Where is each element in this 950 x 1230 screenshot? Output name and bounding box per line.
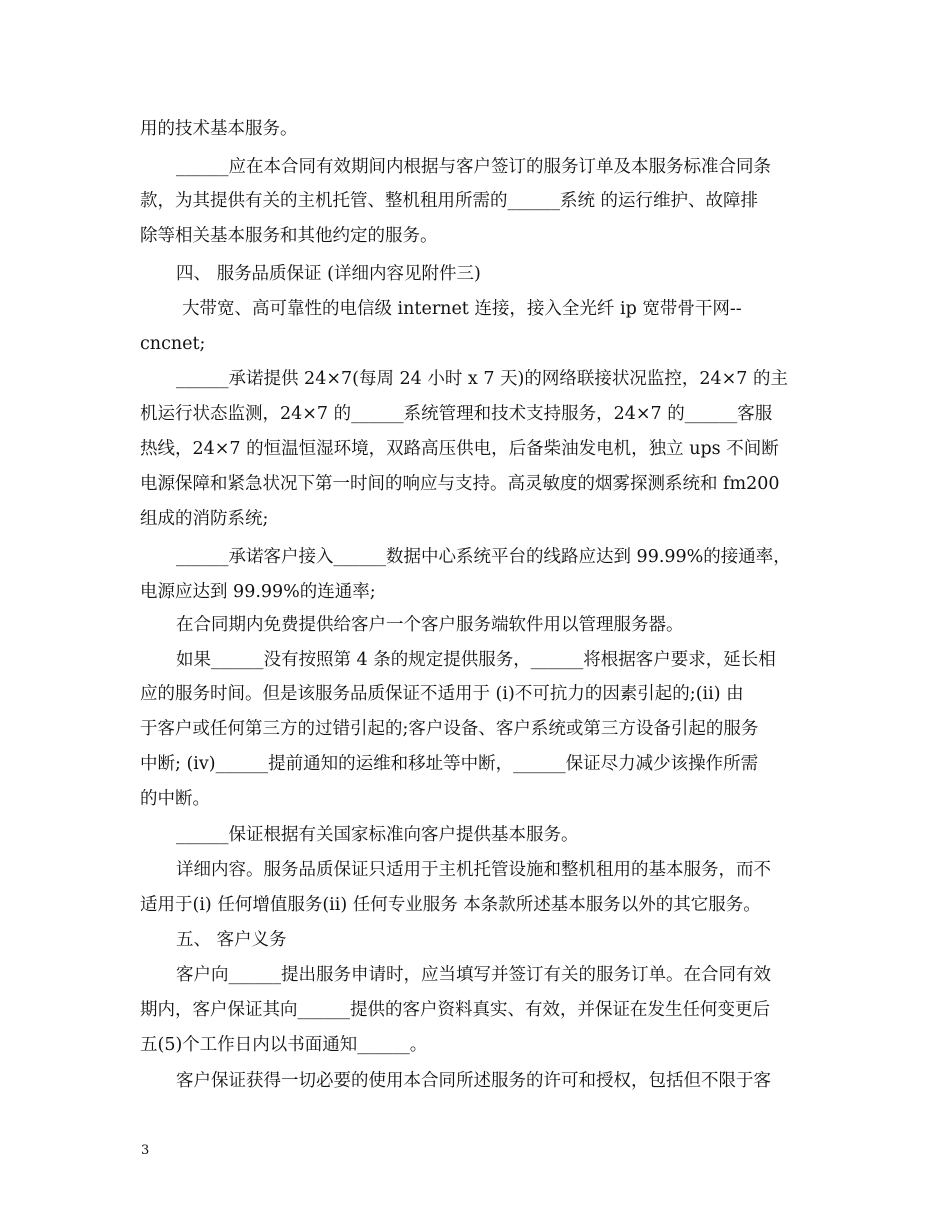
- text-line: 客户向______提出服务申请时，应当填写并签订有关的服务订单。在合同有效: [176, 965, 771, 985]
- text-line: ______保证根据有关国家标准向客户提供基本服务。: [176, 825, 579, 845]
- text-line: ______承诺提供 24×7(每周 24 小时 x 7 天)的网络联接状况监控，24×7 的主: [176, 369, 788, 389]
- text-line: 的中断。: [140, 789, 210, 809]
- text-line: ______应在本合同有效期间内根据与客户签订的服务订单及本服务标准合同条: [176, 157, 771, 177]
- text-line: ______承诺客户接入______数据中心系统平台的线路应达到 99.99%的接通率，: [176, 547, 791, 567]
- text-line: cncnet;: [140, 334, 206, 354]
- text-line: 应的服务时间。但是该服务品质保证不适用于 (i)不可抗力的因素引起的;(ii) 由: [140, 684, 744, 704]
- text-line: 五(5)个工作日内以书面通知______。: [140, 1035, 428, 1055]
- text-line: 如果______没有按照第 4 条的规定提供服务，______将根据客户要求，延长相: [176, 650, 776, 670]
- text-line: 组成的消防系统;: [140, 509, 269, 529]
- text-line: 款，为其提供有关的主机托管、整机租用所需的______系统 的运行维护、故障排: [140, 191, 759, 211]
- text-line: 在合同期内免费提供给客户一个客户服务端软件用以管理服务器。: [176, 615, 684, 635]
- text-line: 于客户或任何第三方的过错引起的;客户设备、客户系统或第三方设备引起的服务: [140, 719, 759, 739]
- text-line: 电源保障和紧急状况下第一时间的响应与支持。高灵敏度的烟雾探测系统和 fm200: [140, 474, 780, 494]
- text-line: 大带宽、高可靠性的电信级 internet 连接，接入全光纤 ip 宽带骨干网--: [182, 299, 742, 319]
- text-line: 机运行状态监测，24×7 的______系统管理和技术支持服务，24×7 的______客服: [140, 404, 773, 424]
- text-line: 中断; (iv)______提前通知的运维和移址等中断，______保证尽力减少该操作所需: [140, 754, 759, 774]
- text-line: 用的技术基本服务。: [140, 119, 298, 139]
- text-line: 热线，24×7 的恒温恒湿环境，双路高压供电，后备柴油发电机，独立 ups 不间断: [140, 439, 779, 459]
- text-line: 客户保证获得一切必要的使用本合同所述服务的许可和授权，包括但不限于客: [176, 1071, 771, 1091]
- section-heading: 四、 服务品质保证 (详细内容见附件三): [176, 264, 481, 284]
- page-number: 3: [141, 1143, 150, 1158]
- text-line: 期内，客户保证其向______提供的客户资料真实、有效，并保证在发生任何变更后: [140, 1000, 770, 1020]
- text-line: 详细内容。服务品质保证只适用于主机托管设施和整机租用的基本服务，而不: [176, 860, 771, 880]
- section-heading: 五、 客户义务: [176, 930, 287, 950]
- text-line: 适用于(i) 任何增值服务(ii) 任何专业服务 本条款所述基本服务以外的其它服务。: [140, 895, 761, 915]
- text-line: 电源应达到 99.99%的连通率;: [140, 582, 376, 602]
- text-line: 除等相关基本服务和其他约定的服务。: [140, 226, 438, 246]
